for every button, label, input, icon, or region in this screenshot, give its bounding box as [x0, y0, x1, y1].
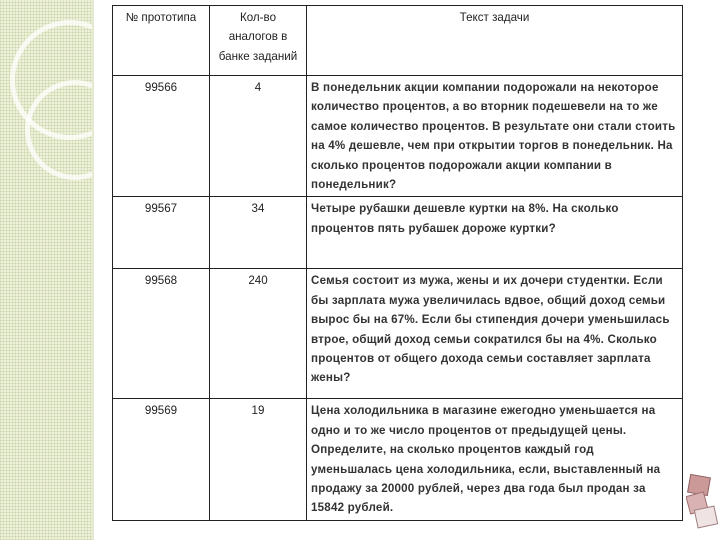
prototype-number: 99568	[113, 269, 210, 399]
analog-count: 4	[210, 76, 307, 197]
table-row	[113, 399, 683, 520]
table-row	[113, 269, 683, 399]
table-row	[113, 197, 683, 269]
strip-divider	[92, 0, 94, 540]
header-analog-count: Кол-во аналогов в банке заданий	[210, 6, 307, 76]
prototype-number: 99566	[113, 76, 210, 197]
decorative-side-strip	[0, 0, 92, 540]
task-text: Четыре рубашки дешевле куртки на 8%. На сколько процентов пять рубашек дороже куртки?	[307, 197, 683, 269]
prototype-table	[112, 5, 683, 521]
header-prototype-number: № прототипа	[113, 6, 210, 76]
header-task-text: Текст задачи	[307, 6, 683, 76]
decorative-circle	[25, 80, 125, 180]
task-text: Семья состоит из мужа, жены и их дочери студентки. Если бы зарплата мужа увеличилась вдвое, общий доход семьи вырос бы на 67%. Если бы стипендия дочери уменьшилась втрое, общий доход семьи сократился бы на 4%. Сколько процентов от общего дохода семьи составляет зарплата жены?	[307, 269, 683, 399]
books-decoration-icon	[686, 470, 719, 530]
prototype-number: 99567	[113, 197, 210, 269]
table-header-row	[113, 6, 683, 76]
task-text: Цена холодильника в магазине ежегодно уменьшается на одно и то же число процентов от предыдущей цены. Определите, на сколько процентов каждый год уменьшалась цена холодильника, если, выставленный на продажу за 20000 рублей, через два года был продан за 15842 рублей.	[307, 399, 683, 520]
task-text: В понедельник акции компании подорожали на некоторое количество процентов, а во вторник подешевели на то же самое количество процентов. В результате они стали стоить на 4% дешевле, чем при открытии торгов в понедельник. На сколько процентов подорожали акции компании в понедельник?	[307, 76, 683, 197]
analog-count: 19	[210, 399, 307, 520]
analog-count: 34	[210, 197, 307, 269]
prototype-number: 99569	[113, 399, 210, 520]
table-row	[113, 76, 683, 197]
analog-count: 240	[210, 269, 307, 399]
